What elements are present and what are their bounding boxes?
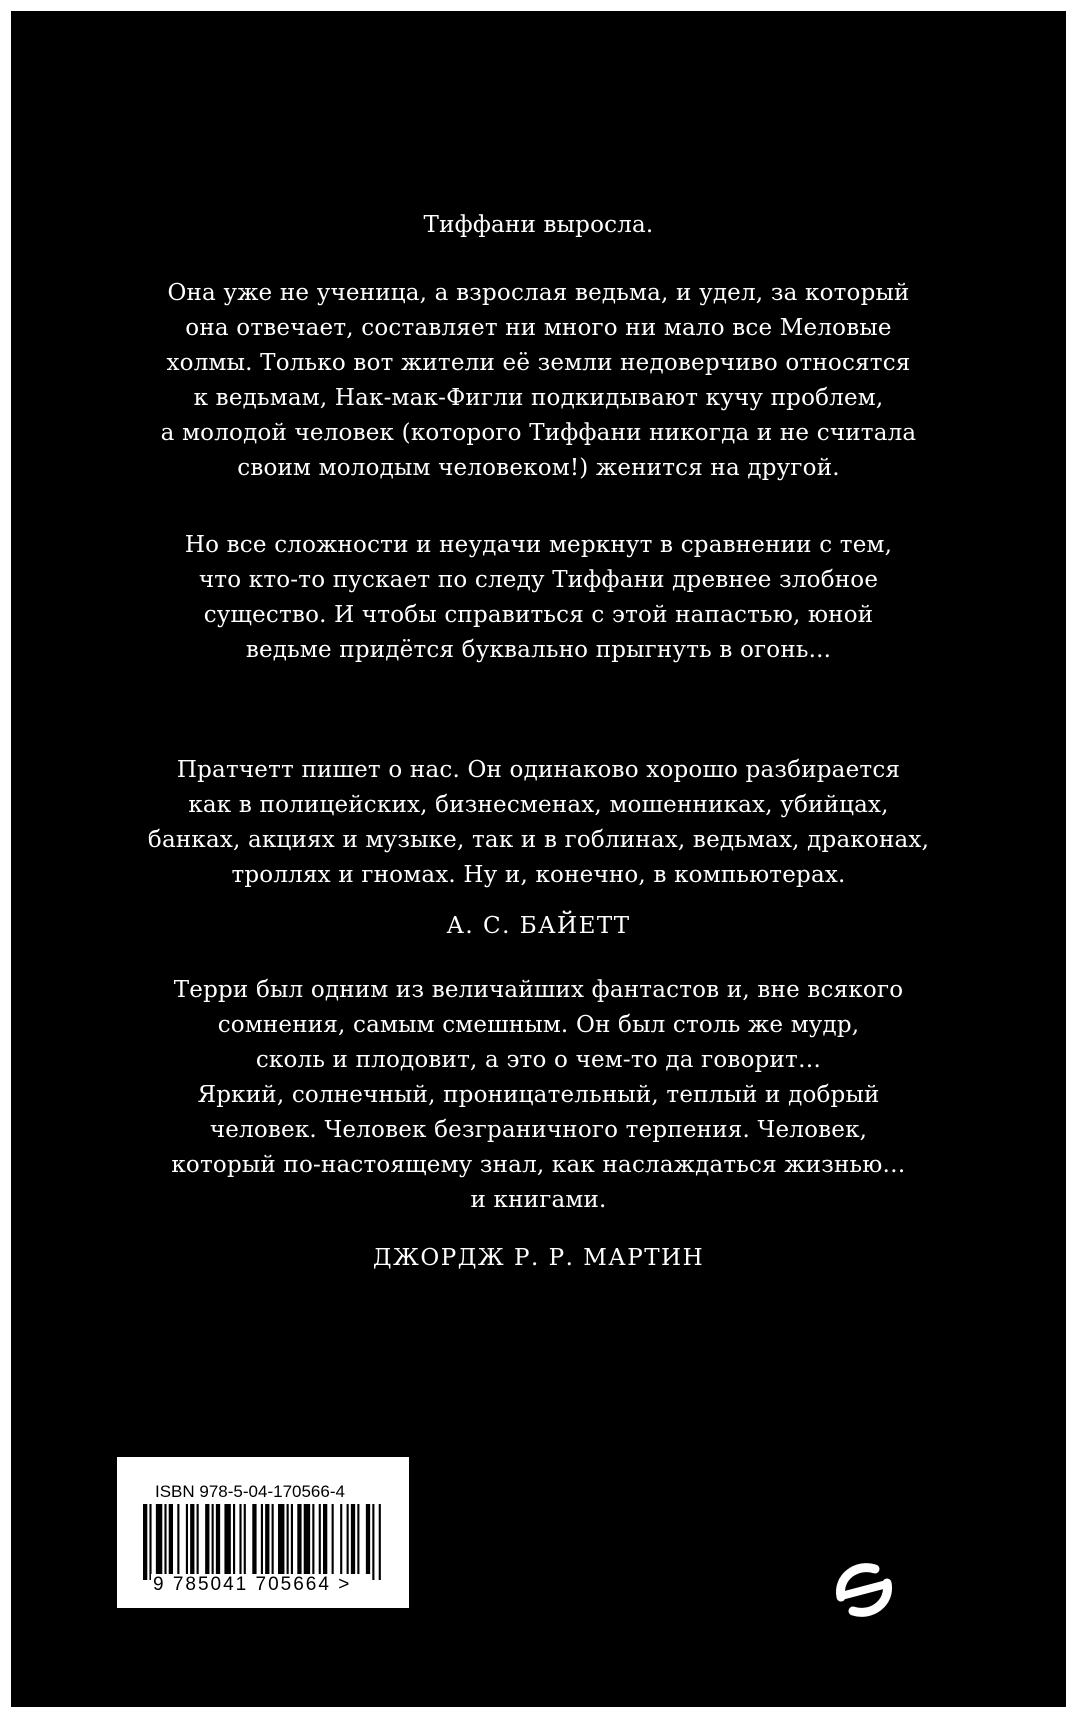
book-back-cover	[11, 11, 1066, 1707]
review-quote-2	[71, 973, 1006, 1218]
barcode-bar	[233, 1504, 235, 1574]
review-quote-1-author	[71, 909, 1006, 944]
barcode-bar	[212, 1504, 214, 1574]
barcode-bar	[216, 1504, 220, 1574]
barcode-bar	[177, 1504, 179, 1574]
barcode-bar	[297, 1504, 301, 1574]
barcode-bar	[244, 1504, 246, 1574]
isbn-label: ISBN 978-5-04-170566-4	[155, 1482, 345, 1501]
barcode-bar	[261, 1504, 263, 1574]
review-quote-2-author	[71, 1241, 1006, 1276]
barcode-bar	[143, 1504, 147, 1580]
barcode-bar	[357, 1504, 359, 1574]
barcode-bar	[186, 1504, 188, 1574]
review-quote-1-text: Пратчетт пишет о нас. Он одинаково хорошо разбирается как в полицейских, бизнесменах, мошенниках, убийцах, банках, акциях и музыке, так и в гоблинах, ведьмах, драконах, троллях и гномах. Ну и, конечно, в компьютерах.	[147, 757, 930, 888]
barcode-bar	[379, 1504, 381, 1580]
barcode-digits: 9 785041 705664 >	[153, 1574, 352, 1595]
synopsis-text-1: Она уже не ученица, а взрослая ведьма, и удел, за который она отвечает, составляет ни много ни мало все Меловые холмы. Только вот жители её земли недоверчиво относятся к ведьмам, Нак-мак-Фигли подкидывают кучу проблем, а молодой человек (которого Тиффани никогда и не считала своим молодым человеком!) женится на другой.	[160, 280, 917, 481]
barcode-icon	[143, 1504, 383, 1580]
synopsis-paragraph-1	[71, 276, 1006, 486]
barcode-bar	[156, 1504, 162, 1574]
review-quote-2-text: Терри был одним из величайших фантастов и, вне всякого сомнения, самым смешным. Он был столь же мудр, сколь и плодовит, а это о чем-то да говорит… Яркий, солнечный, проницательный, теплый и добрый человек. Человек безграничного терпения. Человек, который по-настоящему знал, как наслаждаться жизнью… и книгами.	[171, 977, 906, 1213]
barcode-bar	[265, 1504, 269, 1580]
barcode-bar	[205, 1504, 209, 1574]
barcode-bar	[287, 1504, 289, 1574]
barcode-bar	[332, 1504, 334, 1574]
barcode-bar	[372, 1504, 374, 1580]
barcode-bar	[304, 1504, 310, 1574]
barcode-bar	[239, 1504, 241, 1574]
barcode-bar	[366, 1504, 370, 1574]
barcode-bar	[323, 1504, 327, 1574]
review-quote-1	[71, 753, 1006, 893]
eksmo-logo-icon	[829, 1555, 899, 1625]
barcode-bar	[252, 1504, 256, 1574]
barcode-bar	[312, 1504, 314, 1574]
intro-line	[71, 208, 1006, 243]
synopsis-text-2: Но все сложности и неудачи меркнут в сравнении с тем, что кто-то пускает по следу Тиффани древнее злобное существо. И чтобы справиться с этой напастью, юной ведьме придётся буквально прыгнуть в огонь...	[184, 532, 893, 663]
barcode-bar	[149, 1504, 151, 1580]
barcode-bar	[224, 1504, 230, 1574]
barcode-bar	[169, 1504, 173, 1574]
isbn-barcode	[117, 1457, 409, 1608]
barcode-bar	[347, 1504, 349, 1574]
review-author-2: ДЖОРДЖ Р. Р. МАРТИН	[372, 1245, 705, 1271]
barcode-bar	[291, 1504, 293, 1574]
review-author-1: А. С. БАЙЕТТ	[446, 913, 631, 939]
barcode-bar	[319, 1504, 321, 1574]
barcode-bar	[278, 1504, 284, 1574]
intro-text: Тиффани выросла.	[423, 212, 654, 238]
barcode-bar	[197, 1504, 199, 1574]
barcode-bar	[351, 1504, 355, 1574]
barcode-bar	[164, 1504, 166, 1574]
synopsis-paragraph-2	[71, 528, 1006, 668]
barcode-bar	[190, 1504, 194, 1574]
barcode-bar	[272, 1504, 274, 1580]
barcode-bar	[340, 1504, 342, 1574]
